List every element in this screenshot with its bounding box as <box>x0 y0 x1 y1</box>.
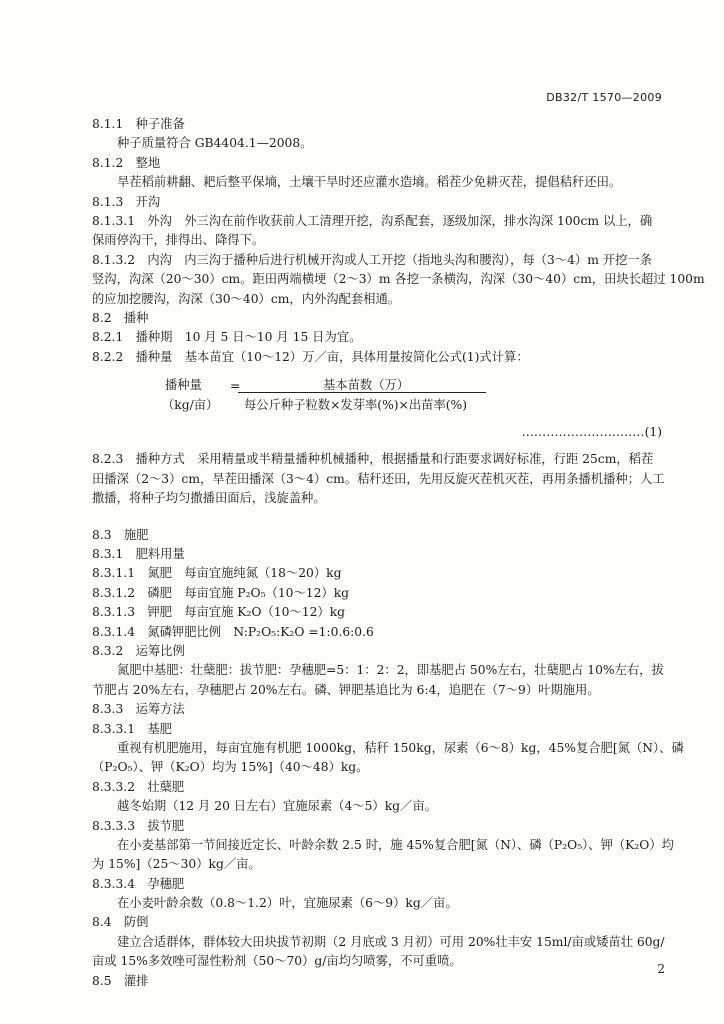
paragraph-line: 在小麦叶龄余数（0.8～1.2）叶，宜施尿素（6～9）kg／亩。 <box>117 896 458 911</box>
heading-8-3-3-4: 8.3.3.4 孕穗肥 <box>92 876 185 891</box>
formula-denominator: 每公斤种子粒数×发芽率(%)×出苗率(%) <box>244 398 468 413</box>
heading-8-3-2: 8.3.2 运筹比例 <box>92 643 185 658</box>
page-number: 2 <box>657 962 665 976</box>
heading-8-1-3: 8.1.3 开沟 <box>92 194 161 209</box>
clause-8-1-3-2: 8.1.3.2 内沟 内三沟于播种后进行机械开沟或人工开挖（指地头沟和腰沟），每（3～4）m 开挖一条 <box>92 252 652 267</box>
paragraph-line: 撒播，将种子均匀撒播田面后，浅旋盖种。 <box>92 491 326 506</box>
formula-lhs-label: 播种量 <box>165 378 202 393</box>
paragraph-line: 在小麦基部第一节间接近定长、叶龄余数 2.5 时，施 45%复合肥[氮（N）、磷（P₂O₅）、钾（K₂O）均 <box>117 837 674 852</box>
formula-equals: = <box>230 379 241 394</box>
heading-8-3-1: 8.3.1 肥料用量 <box>92 547 185 562</box>
heading-8-3-3: 8.3.3 运筹方法 <box>92 702 185 717</box>
document-header: DB32/T 1570—2009 <box>546 91 662 104</box>
clause-8-3-1-2: 8.3.1.2 磷肥 每亩宜施 P₂O₅（10～12）kg <box>92 585 350 600</box>
paragraph-line: 旱茬稻前耕翻、耙后整平保墒，土壤干旱时还应灌水造墒。稻茬少免耕灭茬，提倡秸秆还田。 <box>117 175 622 190</box>
clause-8-2-2: 8.2.2 播种量 基本苗宜（10～12）万／亩，具体用量按简化公式(1)式计算： <box>92 349 529 364</box>
paragraph-line: 亩或 15%多效唑可湿性粉剂（50～70）g/亩均匀喷雾，不可重喷。 <box>92 954 462 969</box>
clause-8-3-1-4: 8.3.1.4 氮磷钾肥比例 N:P₂O₅:K₂O =1:0.6:0.6 <box>92 624 374 639</box>
paragraph-line: 的应加挖腰沟，沟深（30～40）cm，内外沟配套相通。 <box>92 291 401 306</box>
paragraph-line: 保雨停沟干，排得出、降得下。 <box>92 233 265 248</box>
formula-numerator: 基本苗数（万） <box>323 378 410 393</box>
heading-8-5: 8.5 灌排 <box>92 973 149 988</box>
clause-8-3-1-3: 8.3.1.3 钾肥 每亩宜施 K₂O（10～12）kg <box>92 605 346 620</box>
formula-number: …………………………(1) <box>521 425 662 440</box>
clause-8-1-3-1: 8.1.3.1 外沟 外三沟在前作收获前人工清理开挖，沟系配套，逐级加深，排水沟深 100cm 以上，确 <box>92 213 653 228</box>
clause-8-2-3: 8.2.3 播种方式 采用精量或半精量播种机械播种，根据播量和行距要求调好标准，行距 25cm，稻茬 <box>92 452 654 467</box>
paragraph-line: 种子质量符合 GB4404.1—2008。 <box>117 136 313 151</box>
paragraph-line: 为 15%]（25～30）kg／亩。 <box>92 857 261 872</box>
heading-8-3-3-2: 8.3.3.2 壮蘖肥 <box>92 779 185 794</box>
paragraph-line: 竖沟，沟深（20～30）cm。距田两端横埂（2～3）m 各挖一条横沟，沟深（30～40）cm，田块长超过 100m <box>92 272 705 287</box>
paragraph-line: 田播深（2～3）cm，旱茬田播深（3～4）cm。秸秆还田，先用反旋灭茬机灭茬，再用条播机播种；人工 <box>92 471 665 486</box>
paragraph-line: （P₂O₅）、钾（K₂O）均为 15%]（40～48）kg。 <box>92 760 369 775</box>
fraction-bar <box>238 392 486 393</box>
clause-8-2-1: 8.2.1 播种期 10 月 5 日～10 月 15 日为宜。 <box>92 330 362 345</box>
heading-8-1-1: 8.1.1 种子准备 <box>92 117 185 131</box>
heading-8-1-2: 8.1.2 整地 <box>92 155 161 170</box>
formula-lhs-unit: （kg/亩） <box>162 398 219 413</box>
heading-8-3-3-1: 8.3.3.1 基肥 <box>92 721 172 736</box>
paragraph-line: 越冬始期（12 月 20 日左右）宜施尿素（4～5）kg／亩。 <box>117 799 437 814</box>
document-body <box>92 115 705 991</box>
paragraph-line: 建立合适群体，群体较大田块拔节初期（2 月底或 3 月初）可用 20%壮丰安 15ml/亩或矮苗壮 60g/ <box>117 934 665 949</box>
heading-8-3-3-3: 8.3.3.3 拔节肥 <box>92 818 185 833</box>
seeding-rate-formula <box>92 375 672 423</box>
heading-8-4: 8.4 防倒 <box>92 915 149 930</box>
heading-8-3: 8.3 施肥 <box>92 527 149 542</box>
paragraph-line: 节肥占 20%左右，孕穗肥占 20%左右。磷、钾肥基追比为 6:4，追肥在（7～9）叶期施用。 <box>92 682 600 697</box>
clause-8-3-1-1: 8.3.1.1 氮肥 每亩宜施纯氮（18～20）kg <box>92 566 342 581</box>
heading-8-2: 8.2 播种 <box>92 310 149 325</box>
paragraph-line: 氮肥中基肥：壮蘖肥：拔节肥：孕穗肥=5：1：2：2，即基肥占 50%左右，壮蘖肥占 10%左右，拔 <box>117 663 664 678</box>
paragraph-line: 重视有机肥施用，每亩宜施有机肥 1000kg，秸秆 150kg，尿素（6～8）kg，45%复合肥[氮（N）、磷 <box>117 740 684 755</box>
